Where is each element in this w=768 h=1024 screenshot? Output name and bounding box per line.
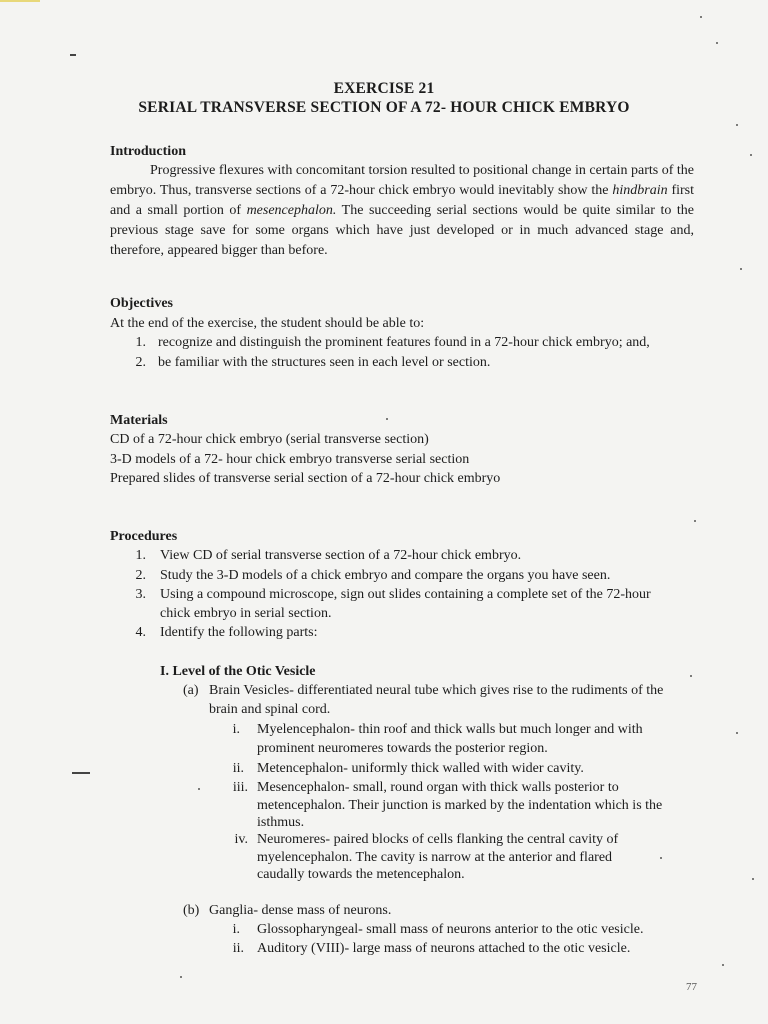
- intro-italic-hindbrain: hindbrain: [612, 183, 668, 198]
- a-item-4-line-3: caudally towards the metencephalon.: [257, 867, 465, 882]
- objective-item-2: be familiar with the structures seen in each level or section.: [158, 355, 491, 370]
- exercise-title: EXERCISE 21: [333, 80, 435, 97]
- procedure-item-1: View CD of serial transverse section of a 72-hour chick embryo.: [160, 548, 522, 563]
- scan-speck: [386, 418, 388, 420]
- a-item-num-3: iii.: [232, 780, 248, 795]
- scan-speck: [736, 732, 738, 734]
- section-a-line-2: brain and spinal cord.: [209, 702, 331, 717]
- objectives-heading: Objectives: [110, 296, 173, 311]
- scan-speck: [722, 964, 724, 966]
- section-b-label: (b): [183, 903, 200, 918]
- scan-speck: [740, 268, 742, 270]
- procedure-item-3-line-2: chick embryo in serial section.: [160, 606, 332, 621]
- scan-mark: [72, 772, 90, 774]
- a-item-num-4: iv.: [234, 832, 248, 847]
- intro-italic-mesencephalon: mesencephalon.: [246, 203, 337, 218]
- procedure-num-1: 1.: [135, 548, 146, 563]
- materials-heading: Materials: [110, 413, 168, 428]
- introduction-paragraph: [110, 161, 694, 261]
- scan-speck: [716, 42, 718, 44]
- scan-speck: [750, 154, 752, 156]
- scan-speck: [752, 878, 754, 880]
- level-heading: I. Level of the Otic Vesicle: [160, 664, 316, 679]
- procedure-item-2: Study the 3-D models of a chick embryo and compare the organs you have seen.: [160, 568, 611, 583]
- section-b-line-1: Ganglia- dense mass of neurons.: [209, 903, 392, 918]
- a-item-3-line-1: Mesencephalon- small, round organ with thick walls posterior to: [257, 780, 619, 795]
- a-item-1-line-1: Myelencephalon- thin roof and thick walls but much longer and with: [257, 722, 643, 737]
- scan-speck: [694, 520, 696, 522]
- material-item-2: 3-D models of a 72- hour chick embryo transverse serial section: [110, 452, 470, 467]
- objective-num-2: 2.: [135, 355, 146, 370]
- procedure-num-4: 4.: [135, 625, 146, 640]
- procedure-item-4: Identify the following parts:: [160, 625, 318, 640]
- page-number: 77: [686, 981, 697, 993]
- scan-speck: [700, 16, 702, 18]
- material-item-1: CD of a 72-hour chick embryo (serial transverse section): [110, 432, 429, 447]
- scan-speck: [198, 788, 200, 790]
- intro-text-1: Progressive flexures with concomitant torsion resulted to positional change in certain parts of the embryo. Thus, transverse sections of a 72-hour chick embryo would inevitably show the: [110, 163, 694, 198]
- main-title: SERIAL TRANSVERSE SECTION OF A 72- HOUR CHICK EMBRYO: [138, 99, 630, 116]
- section-a-line-1: Brain Vesicles- differentiated neural tube which gives rise to the rudiments of the: [209, 683, 664, 698]
- section-a-label: (a): [183, 683, 199, 698]
- objectives-intro: At the end of the exercise, the student should be able to:: [110, 316, 425, 331]
- a-item-3-line-3: isthmus.: [257, 815, 305, 830]
- objective-item-1: recognize and distinguish the prominent features found in a 72-hour chick embryo; and,: [158, 335, 650, 350]
- procedure-num-2: 2.: [135, 568, 146, 583]
- a-item-3-line-2: metencephalon. Their junction is marked by the indentation which is the: [257, 798, 663, 813]
- b-item-1-line-1: Glossopharyngeal- small mass of neurons anterior to the otic vesicle.: [257, 922, 644, 937]
- scan-mark: [70, 54, 76, 56]
- intro-text-3: The succeeding serial sections would be quite similar to the previous stage save for some organs which have just developed or in much advanced stage and, therefore, appeared bigger than before.: [110, 203, 694, 258]
- procedure-num-3: 3.: [135, 587, 146, 602]
- b-item-num-1: i.: [232, 922, 240, 937]
- scan-speck: [690, 675, 692, 677]
- objective-num-1: 1.: [135, 335, 146, 350]
- scan-speck: [180, 976, 182, 978]
- scan-speck: [736, 124, 738, 126]
- a-item-num-2: ii.: [232, 761, 244, 776]
- procedures-heading: Procedures: [110, 529, 178, 544]
- a-item-1-line-2: prominent neuromeres towards the posterior region.: [257, 741, 548, 756]
- scan-speck: [660, 857, 662, 859]
- material-item-3: Prepared slides of transverse serial section of a 72-hour chick embryo: [110, 471, 501, 486]
- a-item-num-1: i.: [232, 722, 240, 737]
- b-item-2-line-1: Auditory (VIII)- large mass of neurons attached to the otic vesicle.: [257, 941, 631, 956]
- intro-text-2: first and a small portion of: [110, 183, 694, 218]
- a-item-4-line-1: Neuromeres- paired blocks of cells flanking the central cavity of: [257, 832, 619, 847]
- introduction-heading: Introduction: [110, 144, 186, 159]
- b-item-num-2: ii.: [232, 941, 244, 956]
- scan-edge-mark: [0, 0, 40, 2]
- a-item-4-line-2: myelencephalon. The cavity is narrow at the anterior and flared: [257, 850, 613, 865]
- procedure-item-3-line-1: Using a compound microscope, sign out slides containing a complete set of the 72-hour: [160, 587, 651, 602]
- a-item-2-line-1: Metencephalon- uniformly thick walled with wider cavity.: [257, 761, 584, 776]
